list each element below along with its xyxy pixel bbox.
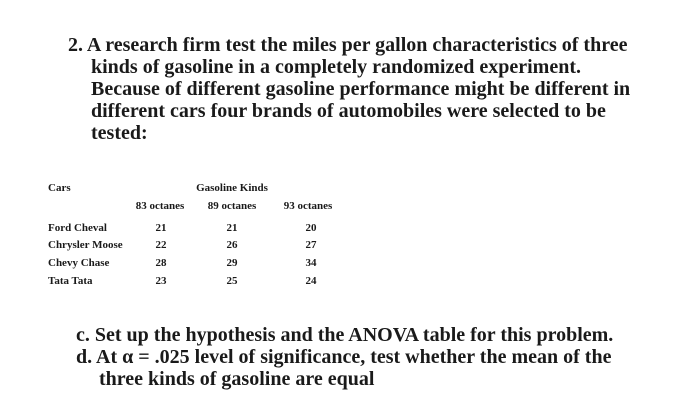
table-cell: 22 bbox=[155, 239, 167, 251]
question-line: Because of different gasoline performance might be different in bbox=[91, 78, 631, 100]
table-cell: 21 bbox=[226, 222, 238, 234]
table-cell: 26 bbox=[226, 239, 238, 251]
question-line: kinds of gasoline in a completely randomized experiment. bbox=[91, 56, 581, 78]
row-label: Chrysler Moose bbox=[48, 239, 123, 251]
table-cell: 29 bbox=[226, 257, 238, 269]
row-label: Tata Tata bbox=[48, 275, 93, 287]
column-header: 83 octanes bbox=[135, 200, 185, 212]
part-d-text: d. At α = .025 level of significance, test whether the mean of the bbox=[76, 346, 612, 368]
table-cell: 27 bbox=[305, 239, 317, 251]
question-line: tested: bbox=[91, 122, 148, 144]
table-cell: 34 bbox=[305, 257, 317, 269]
part-d-text-continued: three kinds of gasoline are equal bbox=[99, 368, 375, 390]
question-line: different cars four brands of automobiles were selected to be bbox=[91, 100, 606, 122]
table-cell: 25 bbox=[226, 275, 238, 287]
row-header-cars: Cars bbox=[48, 182, 71, 194]
column-header: 89 octanes bbox=[207, 200, 257, 212]
column-header: 93 octanes bbox=[283, 200, 333, 212]
question-text bbox=[68, 34, 668, 144]
question-parts bbox=[76, 324, 676, 390]
table-cell: 21 bbox=[155, 222, 167, 234]
gasoline-table bbox=[48, 182, 388, 302]
row-label: Chevy Chase bbox=[48, 257, 110, 269]
table-cell: 23 bbox=[155, 275, 167, 287]
group-header-gasoline-kinds: Gasoline Kinds bbox=[196, 182, 268, 194]
table-cell: 28 bbox=[155, 257, 167, 269]
row-label: Ford Cheval bbox=[48, 222, 107, 234]
table-cell: 20 bbox=[305, 222, 317, 234]
question-line: 2. A research firm test the miles per gallon characteristics of three bbox=[68, 34, 628, 56]
part-c-text: c. Set up the hypothesis and the ANOVA table for this problem. bbox=[76, 324, 614, 346]
table-cell: 24 bbox=[305, 275, 317, 287]
